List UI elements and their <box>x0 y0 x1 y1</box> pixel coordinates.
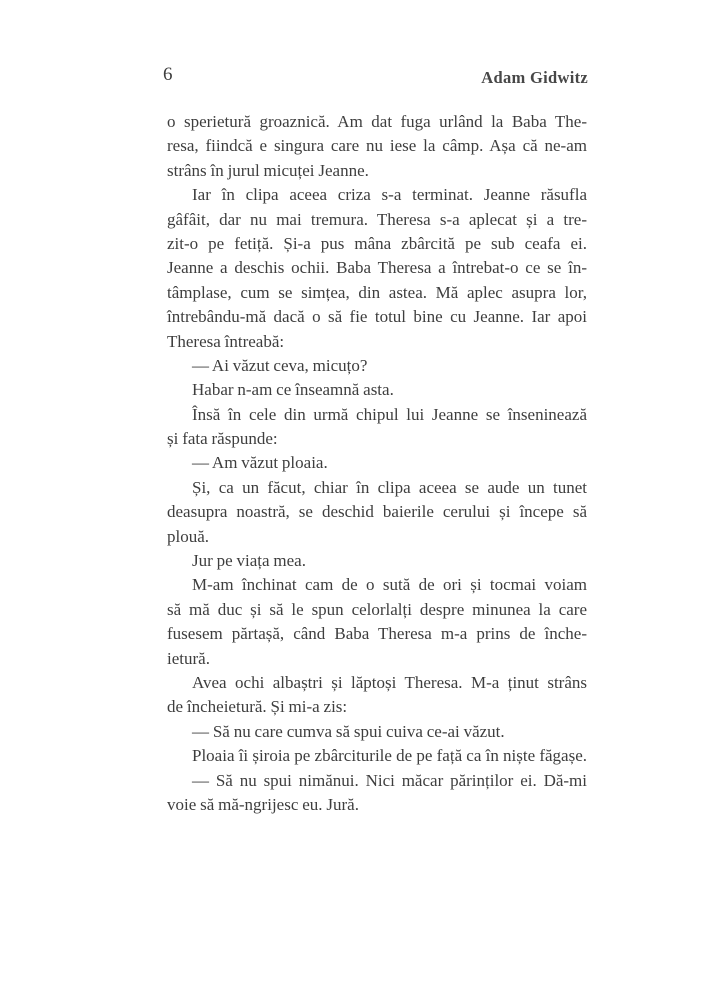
text-line: Jur pe viața mea. <box>192 551 306 571</box>
text-line: tâmplase, cum se simțea, din astea. Mă aplec asupra lor, <box>167 282 587 302</box>
text-line: Avea ochi albaștri și lăptoși Theresa. M-a ținut strâns <box>192 672 587 692</box>
page-text <box>167 110 587 817</box>
text-line: gâfâit, dar nu mai tremura. Theresa s-a aplecat și a tre- <box>167 209 587 229</box>
text-line: plouă. <box>167 526 210 546</box>
text-line: Theresa întreabă: <box>167 331 285 351</box>
text-line: de încheietură. Și mi-a zis: <box>167 697 348 717</box>
text-line: Habar n-am ce înseamnă asta. <box>192 380 394 400</box>
text-line: Și, ca un făcut, chiar în clipa aceea se aude un tunet <box>192 477 587 497</box>
text-line: strâns în jurul micuței Jeanne. <box>167 160 369 180</box>
page-number: 6 <box>163 64 173 85</box>
text-line: voie să mă-ngrijesc eu. Jură. <box>167 794 359 814</box>
text-line: Iar în clipa aceea criza s-a terminat. Jeanne răsufla <box>192 185 587 205</box>
text-line: — Ai văzut ceva, micuțo? <box>192 355 368 375</box>
text-line: întrebându-mă dacă o să fie totul bine cu Jeanne. Iar apoi <box>167 307 587 327</box>
text-line: Ploaia îi șiroia pe zbârciturile de pe față ca în niște făgașe. <box>192 746 587 766</box>
text-line: Jeanne a deschis ochii. Baba Theresa a întrebat-o ce se în- <box>167 258 587 278</box>
text-line: — Să nu care cumva să spui cuiva ce-ai văzut. <box>192 721 505 741</box>
text-line: M-am închinat cam de o sută de ori și tocmai voiam <box>192 575 587 595</box>
text-line: și fata răspunde: <box>167 429 278 449</box>
text-line: să mă duc și să le spun celorlalți despre minunea la care <box>167 599 587 619</box>
text-line: — Am văzut ploaia. <box>192 453 328 473</box>
text-line: zit-o pe fetiță. Și-a pus mâna zbârcită pe sub ceafa ei. <box>167 233 587 253</box>
text-line: fusesem părtașă, când Baba Theresa m-a prins de înche- <box>167 624 587 644</box>
text-line: Însă în cele din urmă chipul lui Jeanne se înseninează <box>192 404 587 424</box>
text-line: deasupra noastră, se deschid baierile cerului și începe să <box>167 502 587 522</box>
text-line: o sperietură groaznică. Am dat fuga urlând la Baba The- <box>167 112 587 131</box>
text-line: resa, fiindcă e singura care nu iese la câmp. Așa că ne-am <box>167 136 587 156</box>
text-line: — Să nu spui nimănui. Nici măcar părinților ei. Dă-mi <box>192 770 587 790</box>
running-header-author: Adam Gidwitz <box>481 68 588 87</box>
text-line: ietură. <box>167 648 210 668</box>
